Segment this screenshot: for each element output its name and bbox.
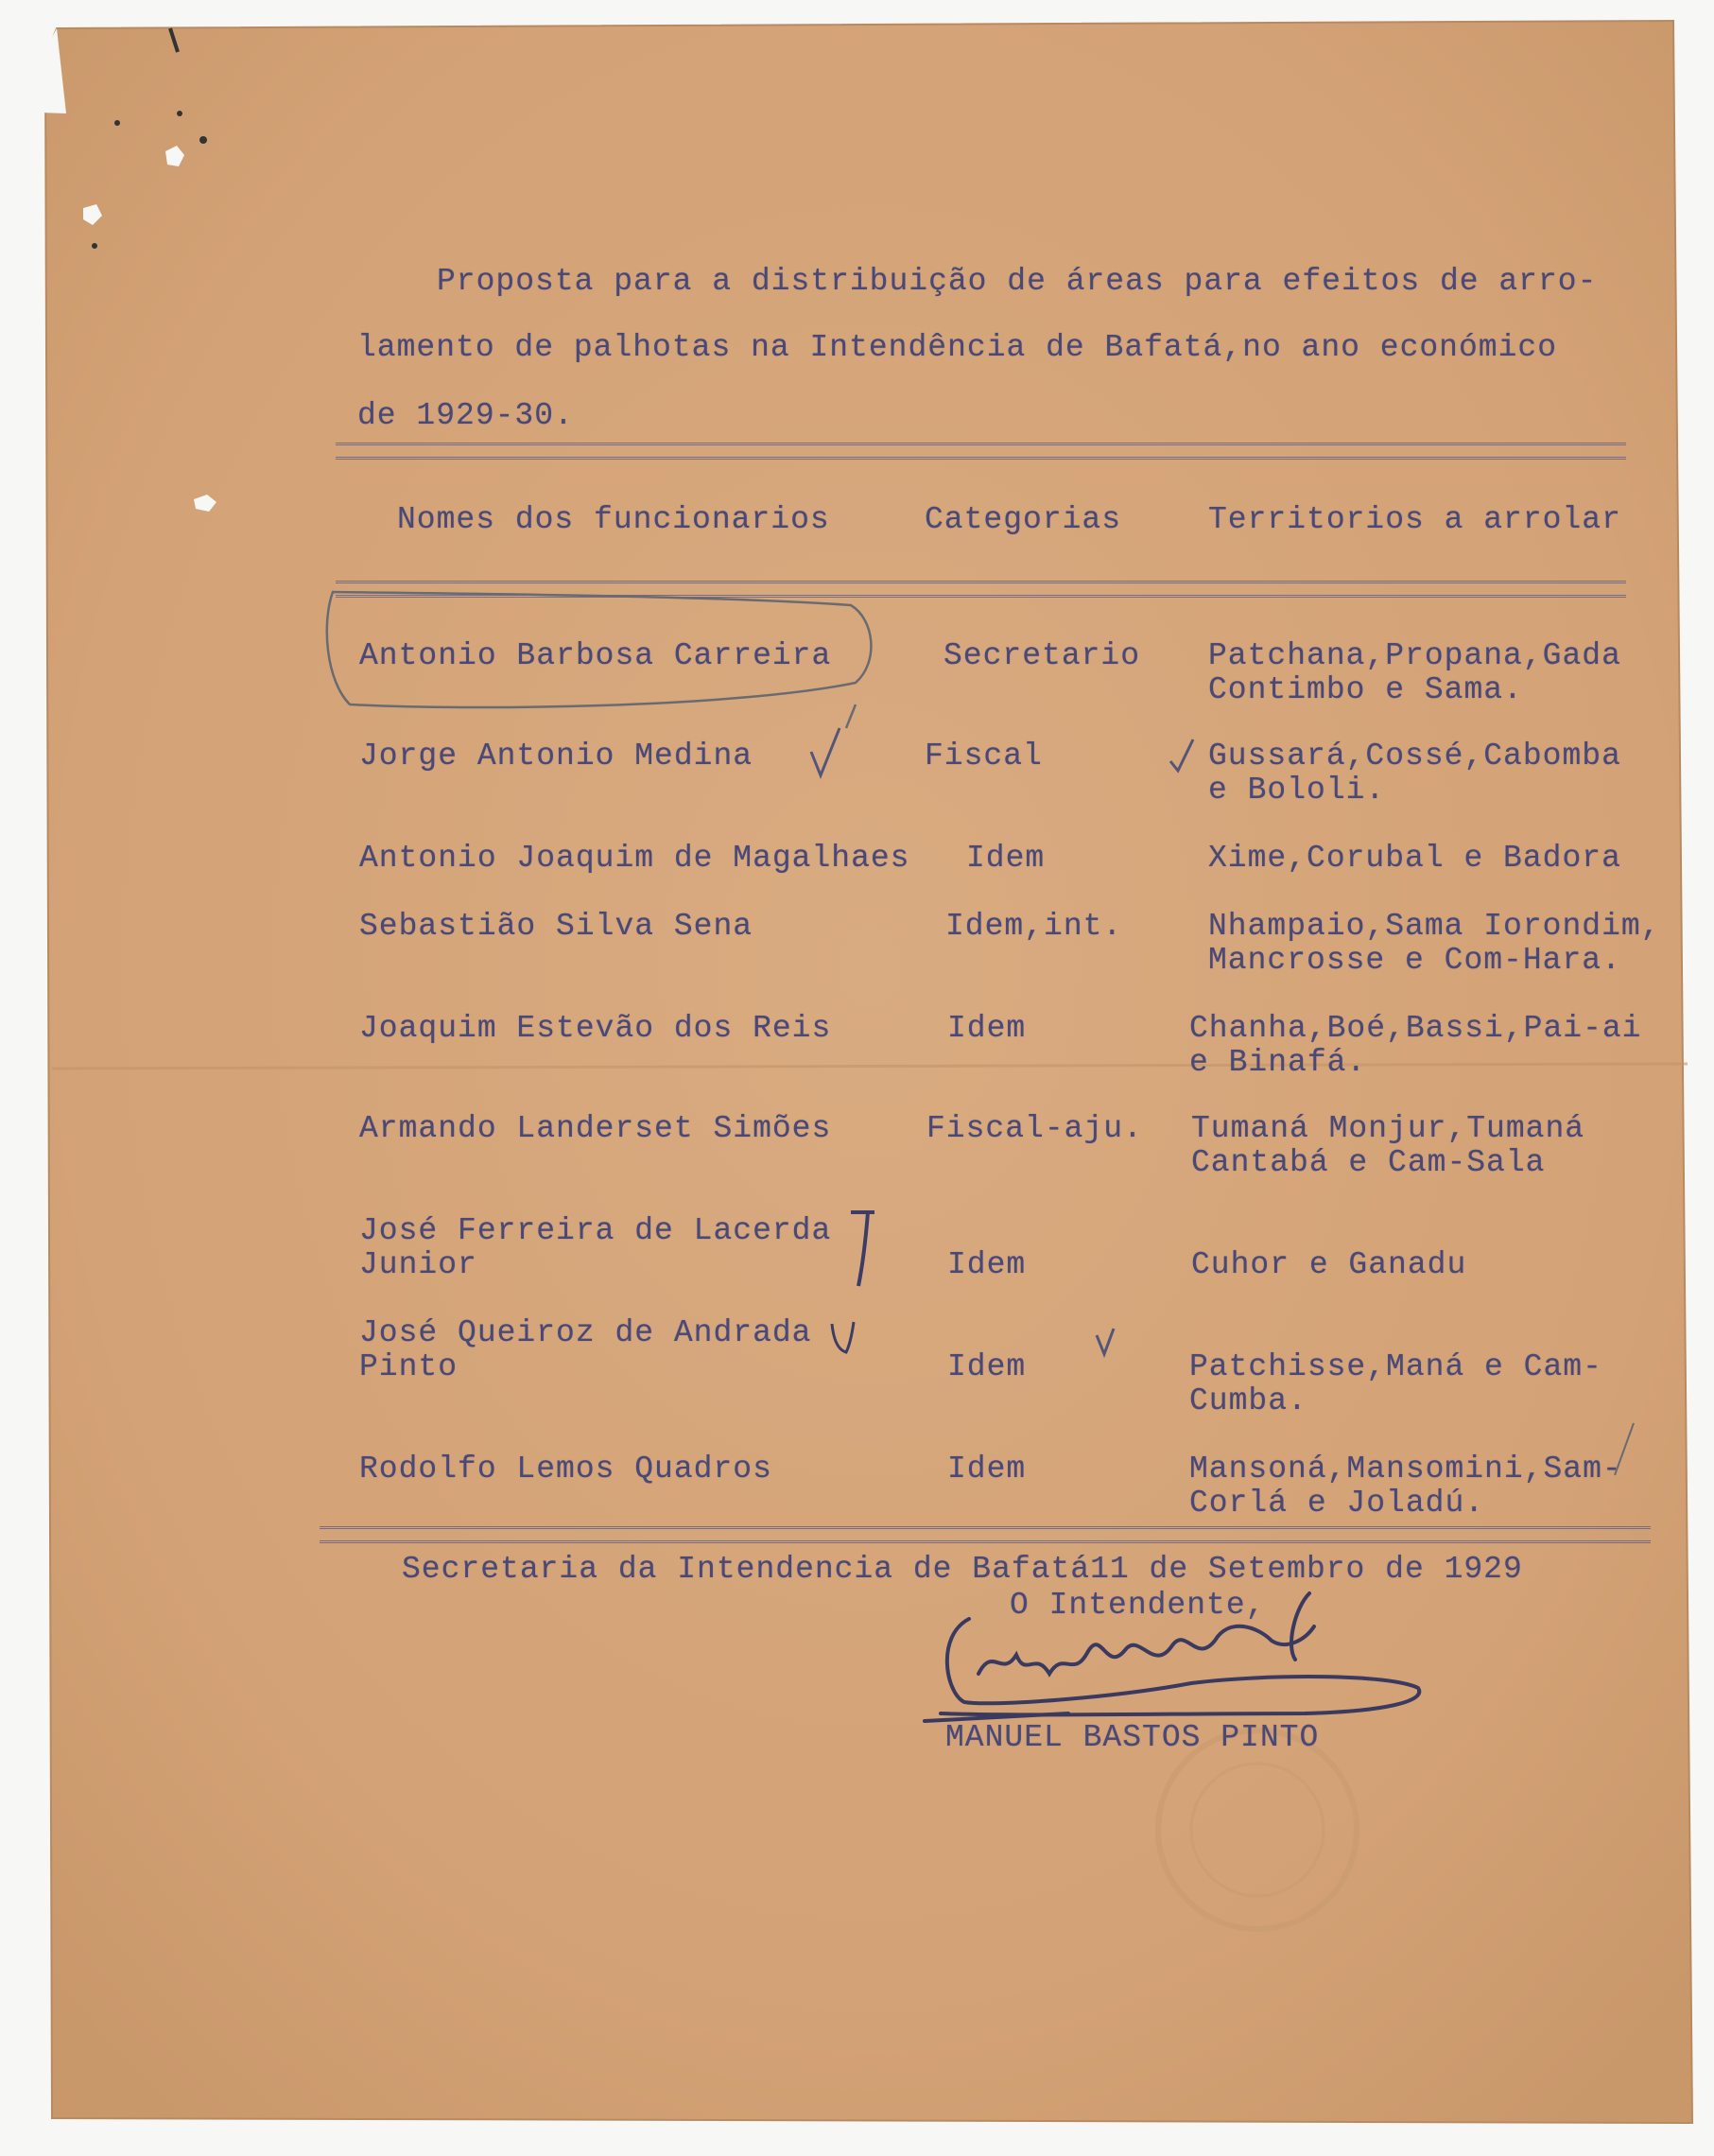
row-territory-cont: Mancrosse e Com-Hara.: [1208, 943, 1621, 978]
row-territory-cont: Corlá e Joladú.: [1189, 1486, 1485, 1521]
row-category: Idem: [947, 1452, 1027, 1487]
row-category: Fiscal: [925, 739, 1043, 774]
row-category: Idem,int.: [945, 909, 1123, 944]
signature-scrawl: [925, 1593, 1419, 1721]
title-line-1: Proposta para a distribuição de áreas para efeitos de arro-: [437, 264, 1598, 299]
row-territory: Chanha,Boé,Bassi,Pai-ai: [1189, 1011, 1642, 1046]
row-category: Idem: [947, 1247, 1027, 1282]
row-territory: Patchisse,Maná e Cam-: [1189, 1349, 1602, 1384]
row-territory-cont: Contimbo e Sama.: [1208, 672, 1523, 707]
footer-place-date: Secretaria da Intendencia de Bafatá11 de Setembro de 1929: [402, 1552, 1523, 1587]
row-category: Idem: [947, 1011, 1027, 1046]
row-name: José Queiroz de Andrada: [359, 1315, 812, 1350]
row-territory-cont: Cumba.: [1189, 1383, 1307, 1418]
row-category: Idem: [966, 841, 1046, 876]
check-mark-icon: [832, 1322, 854, 1352]
row-name: Antonio Joaquim de Magalhaes: [359, 841, 910, 876]
check-mark-icon: [1097, 1329, 1114, 1354]
check-mark-icon: [811, 728, 840, 775]
col-header-category: Categorias: [925, 502, 1122, 537]
footer-role: O Intendente,: [1010, 1588, 1266, 1623]
row-category: Fiscal-aju.: [926, 1111, 1143, 1146]
row-name: Joaquim Estevão dos Reis: [359, 1011, 832, 1046]
row-category: Secretario: [944, 638, 1141, 673]
title-line-2: lamento de palhotas na Intendência de Bafatá,no ano económico: [357, 330, 1557, 365]
pencil-circle-icon: [327, 592, 872, 707]
pencil-tick-2-icon: [1615, 1423, 1634, 1475]
title-line-3: de 1929-30.: [357, 398, 574, 433]
signer-name: MANUEL BASTOS PINTO: [945, 1720, 1320, 1755]
row-category: Idem: [947, 1349, 1027, 1384]
row-name: Jorge Antonio Medina: [359, 739, 753, 774]
row-territory: Cuhor e Ganadu: [1191, 1247, 1467, 1282]
row-territory: Mansoná,Mansomini,Sam-: [1189, 1452, 1622, 1487]
row-name-cont: Pinto: [359, 1349, 459, 1384]
row-territory-cont: e Binafá.: [1189, 1045, 1367, 1080]
col-header-name: Nomes dos funcionarios: [397, 502, 830, 537]
row-territory-cont: Cantabá e Cam-Sala: [1191, 1145, 1546, 1180]
row-territory: Gussará,Cossé,Cabomba: [1208, 739, 1621, 774]
col-header-territory: Territorios a arrolar: [1208, 502, 1621, 537]
row-name: Antonio Barbosa Carreira: [359, 638, 832, 673]
row-territory: Patchana,Propana,Gada: [1208, 638, 1621, 673]
row-territory: Nhampaio,Sama Iorondim,: [1208, 909, 1661, 944]
row-name-cont: Junior: [359, 1247, 477, 1282]
row-territory: Tumaná Monjur,Tumaná: [1191, 1111, 1585, 1146]
row-name: Rodolfo Lemos Quadros: [359, 1452, 772, 1487]
row-name: José Ferreira de Lacerda: [359, 1213, 832, 1248]
pencil-tick-1-icon: [846, 704, 856, 728]
check-mark-icon: [851, 1212, 874, 1286]
row-name: Armando Landerset Simões: [359, 1111, 832, 1146]
check-mark-icon: [1170, 739, 1193, 771]
row-name: Sebastião Silva Sena: [359, 909, 753, 944]
row-territory-cont: e Bololi.: [1208, 773, 1386, 808]
row-territory: Xime,Corubal e Badora: [1208, 841, 1621, 876]
